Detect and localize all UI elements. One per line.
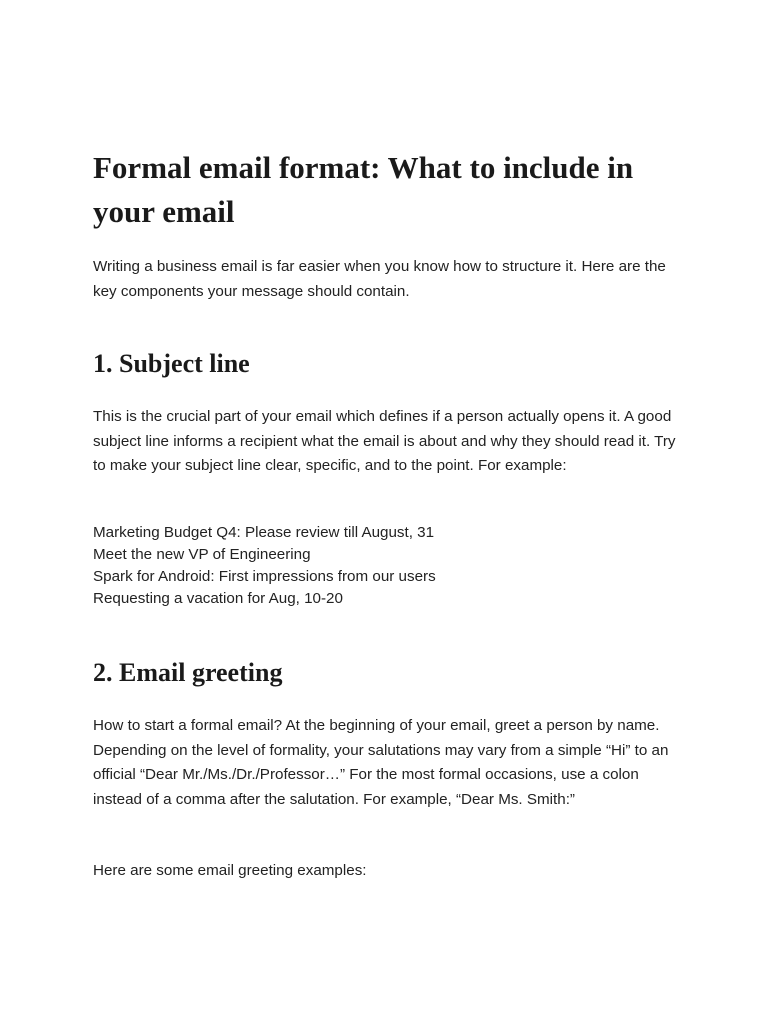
list-item: Spark for Android: First impressions from our users [93, 568, 436, 585]
subject-line-examples-list [93, 522, 683, 610]
intro-paragraph: Writing a business email is far easier when you know how to structure it. Here are the key components your message should contain. [93, 258, 666, 300]
list-item: Marketing Budget Q4: Please review till August, 31 [93, 524, 435, 541]
page-title: Formal email format: What to include in your email [93, 150, 634, 229]
greeting-examples-intro: Here are some email greeting examples: [93, 862, 367, 879]
section-heading-subject-line: 1. Subject line [93, 349, 250, 378]
email-greeting-paragraph: How to start a formal email? At the beginning of your email, greet a person by name. Depending on the level of formality, your salutations may vary from a simple “Hi” to an official “Dear Mr./Ms./Dr./Professor…” For the most formal occasions, use a colon instead of a comma after the salutation. For example, “Dear Ms. Smith:” [93, 717, 669, 809]
list-item: Requesting a vacation for Aug, 10-20 [93, 590, 343, 607]
subject-line-paragraph: This is the crucial part of your email which defines if a person actually opens it. A good subject line informs a recipient what the email is about and why they should read it. Try to make your subject line clear, specific, and to the point. For example: [93, 408, 676, 475]
section-heading-email-greeting: 2. Email greeting [93, 658, 283, 687]
list-item: Meet the new VP of Engineering [93, 546, 311, 563]
